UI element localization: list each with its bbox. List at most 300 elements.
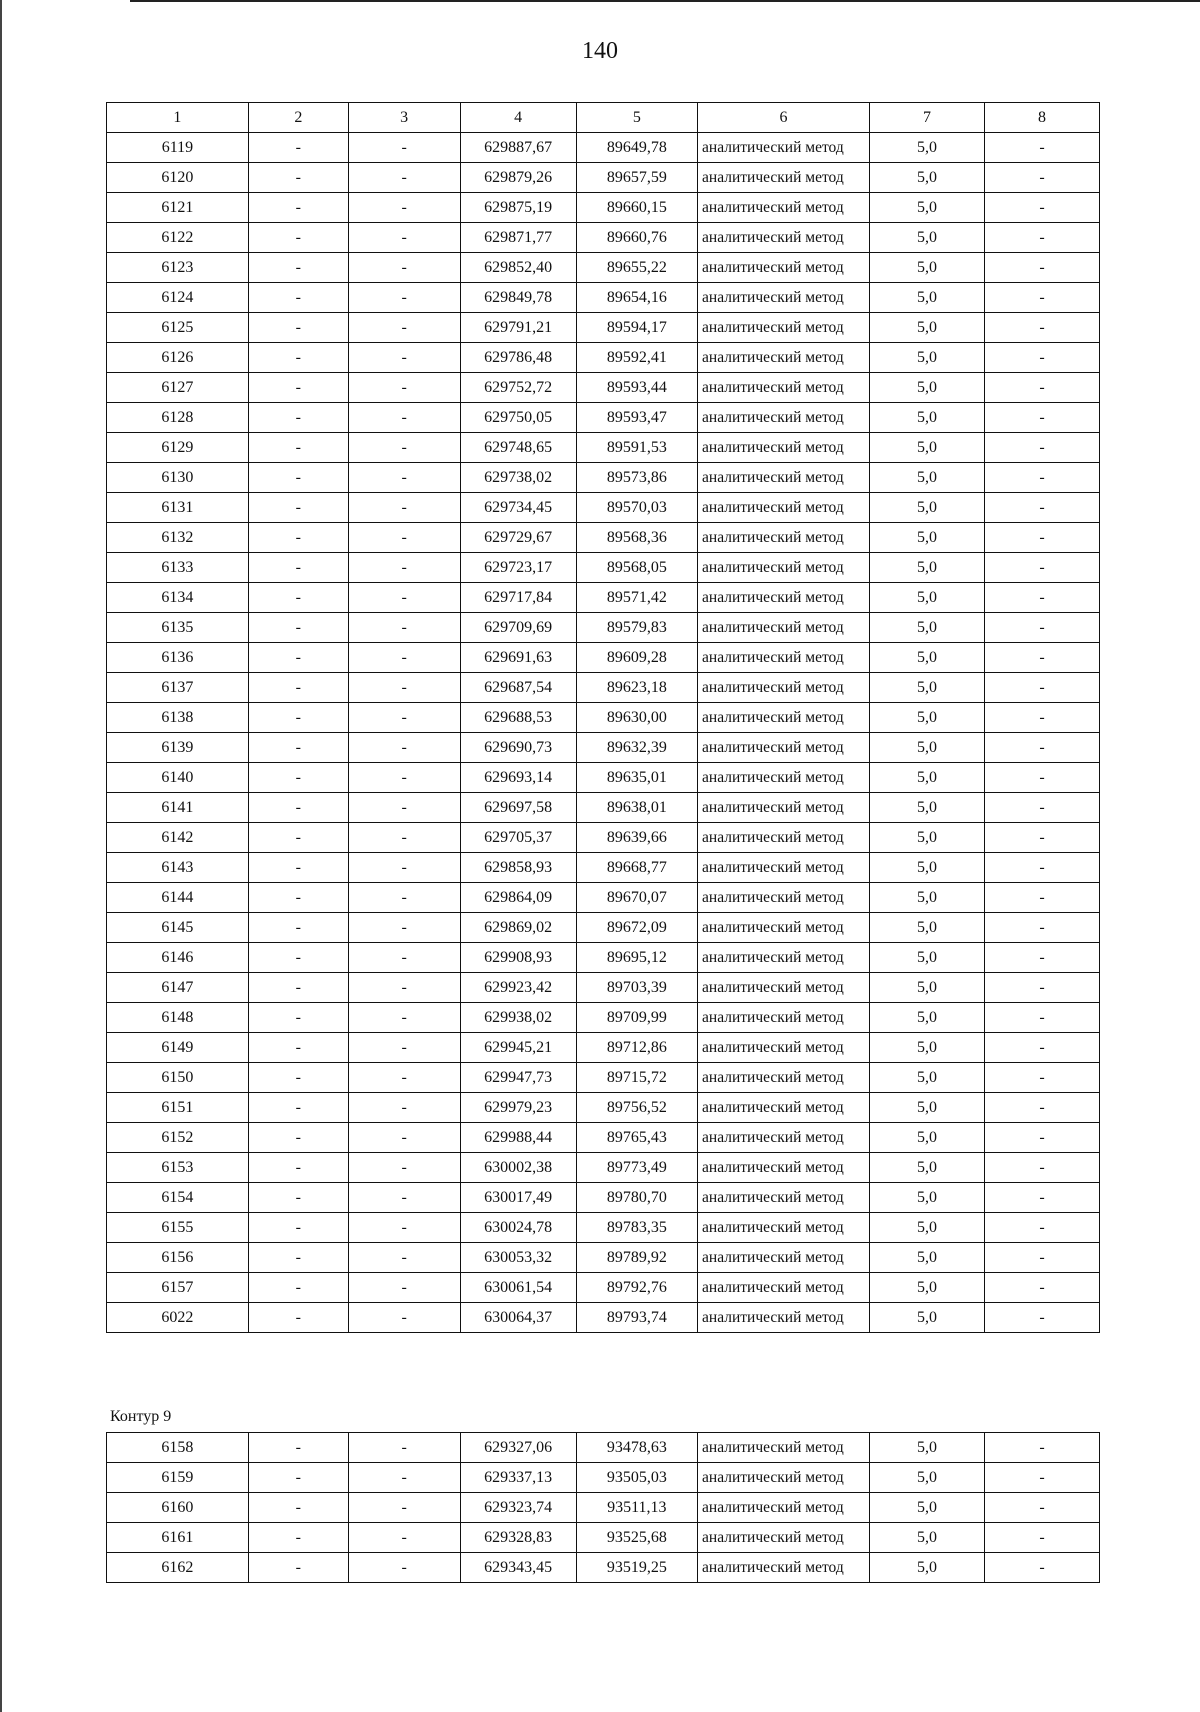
table-cell: - bbox=[348, 673, 460, 703]
table-cell: - bbox=[984, 763, 1099, 793]
table-cell: 93519,25 bbox=[576, 1553, 697, 1583]
table-cell: - bbox=[348, 283, 460, 313]
table-cell: аналитический метод bbox=[698, 1463, 870, 1493]
contour-table-body bbox=[107, 1433, 1100, 1583]
table-cell: - bbox=[348, 223, 460, 253]
table-cell: 89773,49 bbox=[576, 1153, 697, 1183]
table-cell: - bbox=[984, 883, 1099, 913]
table-cell: 5,0 bbox=[869, 673, 984, 703]
table-cell: 6145 bbox=[107, 913, 249, 943]
table-row bbox=[107, 1093, 1100, 1123]
table-cell: 6150 bbox=[107, 1063, 249, 1093]
table-cell: - bbox=[248, 613, 348, 643]
table-cell: - bbox=[984, 1123, 1099, 1153]
table-cell: 629738,02 bbox=[460, 463, 576, 493]
table-row bbox=[107, 1213, 1100, 1243]
table-cell: - bbox=[348, 193, 460, 223]
table-cell: - bbox=[248, 373, 348, 403]
table-cell: 5,0 bbox=[869, 943, 984, 973]
table-cell: 5,0 bbox=[869, 1123, 984, 1153]
table-cell: аналитический метод bbox=[698, 1003, 870, 1033]
table-row bbox=[107, 853, 1100, 883]
table-cell: - bbox=[248, 703, 348, 733]
table-cell: - bbox=[984, 553, 1099, 583]
table-cell: - bbox=[984, 973, 1099, 1003]
table-cell: 5,0 bbox=[869, 193, 984, 223]
table-cell: 5,0 bbox=[869, 1243, 984, 1273]
table-cell: 629709,69 bbox=[460, 613, 576, 643]
table-cell: 6135 bbox=[107, 613, 249, 643]
table-row bbox=[107, 493, 1100, 523]
table-row bbox=[107, 1273, 1100, 1303]
table-cell: - bbox=[248, 553, 348, 583]
table-cell: 89657,59 bbox=[576, 163, 697, 193]
table-cell: - bbox=[348, 1213, 460, 1243]
table-cell: 629690,73 bbox=[460, 733, 576, 763]
table-cell: 5,0 bbox=[869, 583, 984, 613]
header-cell: 3 bbox=[348, 103, 460, 133]
table-cell: - bbox=[248, 1493, 348, 1523]
table-cell: - bbox=[984, 1243, 1099, 1273]
table-cell: 629988,44 bbox=[460, 1123, 576, 1153]
table-cell: - bbox=[248, 673, 348, 703]
header-cell: 2 bbox=[248, 103, 348, 133]
table-cell: аналитический метод bbox=[698, 193, 870, 223]
table-cell: 5,0 bbox=[869, 463, 984, 493]
table-row bbox=[107, 913, 1100, 943]
table-cell: 89695,12 bbox=[576, 943, 697, 973]
table-cell: - bbox=[984, 1183, 1099, 1213]
table-cell: 5,0 bbox=[869, 793, 984, 823]
table-cell: 89592,41 bbox=[576, 343, 697, 373]
table-cell: 89792,76 bbox=[576, 1273, 697, 1303]
table-cell: 89609,28 bbox=[576, 643, 697, 673]
table-cell: аналитический метод bbox=[698, 823, 870, 853]
table-cell: 5,0 bbox=[869, 763, 984, 793]
table-cell: - bbox=[348, 763, 460, 793]
table-cell: аналитический метод bbox=[698, 163, 870, 193]
table-cell: - bbox=[984, 1303, 1099, 1333]
header-cell: 1 bbox=[107, 103, 249, 133]
table-cell: 5,0 bbox=[869, 913, 984, 943]
table-cell: 6152 bbox=[107, 1123, 249, 1153]
table-row bbox=[107, 1463, 1100, 1493]
table-cell: 6159 bbox=[107, 1463, 249, 1493]
table-cell: 89593,44 bbox=[576, 373, 697, 403]
table-cell: 629750,05 bbox=[460, 403, 576, 433]
table-cell: 629328,83 bbox=[460, 1523, 576, 1553]
table-cell: - bbox=[348, 643, 460, 673]
table-cell: 6157 bbox=[107, 1273, 249, 1303]
table-cell: 6140 bbox=[107, 763, 249, 793]
table-cell: - bbox=[984, 523, 1099, 553]
table-cell: - bbox=[984, 1493, 1099, 1523]
table-cell: 630017,49 bbox=[460, 1183, 576, 1213]
table-row bbox=[107, 1003, 1100, 1033]
table-cell: 93478,63 bbox=[576, 1433, 697, 1463]
table-cell: - bbox=[248, 1153, 348, 1183]
table-cell: 629979,23 bbox=[460, 1093, 576, 1123]
table-cell: - bbox=[984, 373, 1099, 403]
table-cell: - bbox=[984, 163, 1099, 193]
table-body bbox=[107, 133, 1100, 1333]
table-cell: 6155 bbox=[107, 1213, 249, 1243]
table-cell: 6120 bbox=[107, 163, 249, 193]
table-cell: 629938,02 bbox=[460, 1003, 576, 1033]
table-cell: аналитический метод bbox=[698, 223, 870, 253]
table-cell: 5,0 bbox=[869, 313, 984, 343]
table-cell: 5,0 bbox=[869, 1153, 984, 1183]
table-cell: 629327,06 bbox=[460, 1433, 576, 1463]
table-cell: 6149 bbox=[107, 1033, 249, 1063]
table-cell: аналитический метод bbox=[698, 133, 870, 163]
table-row bbox=[107, 1153, 1100, 1183]
table-cell: аналитический метод bbox=[698, 583, 870, 613]
table-cell: - bbox=[248, 253, 348, 283]
table-row bbox=[107, 1303, 1100, 1333]
table-cell: - bbox=[348, 1093, 460, 1123]
table-row bbox=[107, 793, 1100, 823]
table-cell: аналитический метод bbox=[698, 253, 870, 283]
header-cell: 8 bbox=[984, 103, 1099, 133]
table-cell: 89660,76 bbox=[576, 223, 697, 253]
table-cell: 6141 bbox=[107, 793, 249, 823]
table-cell: 629875,19 bbox=[460, 193, 576, 223]
table-cell: - bbox=[984, 673, 1099, 703]
table-cell: аналитический метод bbox=[698, 1063, 870, 1093]
table-cell: 6128 bbox=[107, 403, 249, 433]
table-cell: 6022 bbox=[107, 1303, 249, 1333]
header-cell: 5 bbox=[576, 103, 697, 133]
table-cell: аналитический метод bbox=[698, 793, 870, 823]
table-cell: - bbox=[248, 823, 348, 853]
table-cell: - bbox=[248, 643, 348, 673]
table-cell: 5,0 bbox=[869, 613, 984, 643]
table-cell: 629752,72 bbox=[460, 373, 576, 403]
table-row bbox=[107, 703, 1100, 733]
table-cell: 5,0 bbox=[869, 703, 984, 733]
table-cell: - bbox=[248, 1123, 348, 1153]
table-cell: 5,0 bbox=[869, 553, 984, 583]
table-cell: - bbox=[348, 1033, 460, 1063]
table-row bbox=[107, 823, 1100, 853]
table-row bbox=[107, 463, 1100, 493]
table-cell: 6131 bbox=[107, 493, 249, 523]
table-cell: - bbox=[984, 493, 1099, 523]
table-cell: 93505,03 bbox=[576, 1463, 697, 1493]
table-row bbox=[107, 643, 1100, 673]
table-cell: - bbox=[248, 853, 348, 883]
table-cell: 629864,09 bbox=[460, 883, 576, 913]
table-cell: - bbox=[248, 1003, 348, 1033]
table-cell: - bbox=[348, 1553, 460, 1583]
table-cell: 6161 bbox=[107, 1523, 249, 1553]
table-cell: - bbox=[348, 823, 460, 853]
table-cell: 5,0 bbox=[869, 1213, 984, 1243]
table-cell: 6122 bbox=[107, 223, 249, 253]
table-cell: - bbox=[248, 1093, 348, 1123]
table-cell: 89594,17 bbox=[576, 313, 697, 343]
table-cell: аналитический метод bbox=[698, 1093, 870, 1123]
table-cell: - bbox=[984, 1093, 1099, 1123]
table-cell: - bbox=[248, 733, 348, 763]
table-cell: аналитический метод bbox=[698, 643, 870, 673]
table-cell: 6158 bbox=[107, 1433, 249, 1463]
table-cell: аналитический метод bbox=[698, 1303, 870, 1333]
scan-edge-top bbox=[130, 0, 1200, 2]
table-cell: 6121 bbox=[107, 193, 249, 223]
table-row bbox=[107, 1493, 1100, 1523]
table-cell: 89765,43 bbox=[576, 1123, 697, 1153]
table-cell: - bbox=[348, 883, 460, 913]
table-cell: аналитический метод bbox=[698, 1553, 870, 1583]
table-cell: 89654,16 bbox=[576, 283, 697, 313]
table-cell: 6127 bbox=[107, 373, 249, 403]
table-cell: - bbox=[984, 643, 1099, 673]
table-cell: 5,0 bbox=[869, 1003, 984, 1033]
table-cell: - bbox=[348, 1123, 460, 1153]
header-cell: 7 bbox=[869, 103, 984, 133]
table-cell: 89573,86 bbox=[576, 463, 697, 493]
table-cell: 630064,37 bbox=[460, 1303, 576, 1333]
table-row bbox=[107, 613, 1100, 643]
table-cell: аналитический метод bbox=[698, 1433, 870, 1463]
table-cell: - bbox=[248, 883, 348, 913]
table-cell: 6162 bbox=[107, 1553, 249, 1583]
table-cell: - bbox=[348, 1463, 460, 1493]
table-cell: 5,0 bbox=[869, 433, 984, 463]
table-cell: - bbox=[348, 1243, 460, 1273]
table-cell: 629879,26 bbox=[460, 163, 576, 193]
table-cell: 6138 bbox=[107, 703, 249, 733]
table-cell: аналитический метод bbox=[698, 463, 870, 493]
table-row bbox=[107, 403, 1100, 433]
table-cell: аналитический метод bbox=[698, 913, 870, 943]
table-cell: 5,0 bbox=[869, 133, 984, 163]
scan-edge-left bbox=[0, 0, 2, 1712]
table-row bbox=[107, 163, 1100, 193]
table-cell: аналитический метод bbox=[698, 283, 870, 313]
table-cell: 629337,13 bbox=[460, 1463, 576, 1493]
table-cell: - bbox=[348, 133, 460, 163]
table-cell: 89756,52 bbox=[576, 1093, 697, 1123]
table-cell: 629717,84 bbox=[460, 583, 576, 613]
table-cell: - bbox=[248, 763, 348, 793]
table-cell: 5,0 bbox=[869, 283, 984, 313]
table-cell: 6133 bbox=[107, 553, 249, 583]
table-cell: 629697,58 bbox=[460, 793, 576, 823]
table-cell: - bbox=[248, 1063, 348, 1093]
table-cell: - bbox=[984, 583, 1099, 613]
table-cell: аналитический метод bbox=[698, 1273, 870, 1303]
table-cell: 5,0 bbox=[869, 1553, 984, 1583]
table-cell: 5,0 bbox=[869, 1493, 984, 1523]
table-cell: - bbox=[348, 523, 460, 553]
table-cell: - bbox=[348, 463, 460, 493]
table-cell: 629693,14 bbox=[460, 763, 576, 793]
table-row bbox=[107, 193, 1100, 223]
table-cell: 89712,86 bbox=[576, 1033, 697, 1063]
table-cell: 6143 bbox=[107, 853, 249, 883]
table-cell: 89623,18 bbox=[576, 673, 697, 703]
table-row bbox=[107, 373, 1100, 403]
table-cell: 629791,21 bbox=[460, 313, 576, 343]
table-cell: 629688,53 bbox=[460, 703, 576, 733]
table-cell: 5,0 bbox=[869, 1463, 984, 1493]
table-cell: - bbox=[348, 793, 460, 823]
table-cell: 629923,42 bbox=[460, 973, 576, 1003]
table-cell: 89570,03 bbox=[576, 493, 697, 523]
table-cell: 89649,78 bbox=[576, 133, 697, 163]
table-cell: аналитический метод bbox=[698, 1243, 870, 1273]
table-cell: 6147 bbox=[107, 973, 249, 1003]
table-cell: 89709,99 bbox=[576, 1003, 697, 1033]
header-cell: 6 bbox=[698, 103, 870, 133]
table-cell: 5,0 bbox=[869, 493, 984, 523]
table-cell: 6126 bbox=[107, 343, 249, 373]
table-cell: 89703,39 bbox=[576, 973, 697, 1003]
table-cell: аналитический метод bbox=[698, 1033, 870, 1063]
table-cell: аналитический метод bbox=[698, 1183, 870, 1213]
table-cell: 5,0 bbox=[869, 883, 984, 913]
table-cell: - bbox=[348, 1063, 460, 1093]
table-cell: - bbox=[248, 1243, 348, 1273]
table-cell: - bbox=[348, 493, 460, 523]
table-cell: 89660,15 bbox=[576, 193, 697, 223]
table-cell: - bbox=[248, 223, 348, 253]
table-cell: 6134 bbox=[107, 583, 249, 613]
table-cell: 629945,21 bbox=[460, 1033, 576, 1063]
header-cell: 4 bbox=[460, 103, 576, 133]
table-cell: - bbox=[348, 583, 460, 613]
table-cell: - bbox=[248, 193, 348, 223]
table-cell: - bbox=[348, 433, 460, 463]
table-cell: 89639,66 bbox=[576, 823, 697, 853]
table-cell: 629947,73 bbox=[460, 1063, 576, 1093]
table-cell: - bbox=[984, 943, 1099, 973]
table-cell: - bbox=[248, 913, 348, 943]
table-cell: - bbox=[248, 1433, 348, 1463]
table-cell: 629849,78 bbox=[460, 283, 576, 313]
table-cell: аналитический метод bbox=[698, 1213, 870, 1243]
table-cell: 6139 bbox=[107, 733, 249, 763]
table-cell: - bbox=[248, 1303, 348, 1333]
table-row bbox=[107, 733, 1100, 763]
table-cell: - bbox=[348, 1183, 460, 1213]
table-row bbox=[107, 1243, 1100, 1273]
table-cell: аналитический метод bbox=[698, 403, 870, 433]
table-cell: 629786,48 bbox=[460, 343, 576, 373]
table-cell: аналитический метод bbox=[698, 973, 870, 1003]
table-cell: 629858,93 bbox=[460, 853, 576, 883]
table-cell: - bbox=[984, 1463, 1099, 1493]
table-cell: - bbox=[348, 973, 460, 1003]
table-cell: 629343,45 bbox=[460, 1553, 576, 1583]
table-cell: 5,0 bbox=[869, 253, 984, 283]
table-row bbox=[107, 1183, 1100, 1213]
table-cell: 89789,92 bbox=[576, 1243, 697, 1273]
table-cell: - bbox=[984, 1063, 1099, 1093]
table-cell: - bbox=[348, 1303, 460, 1333]
table-cell: - bbox=[248, 943, 348, 973]
table-cell: 5,0 bbox=[869, 1183, 984, 1213]
table-cell: - bbox=[984, 1523, 1099, 1553]
table-cell: 5,0 bbox=[869, 163, 984, 193]
table-cell: 89780,70 bbox=[576, 1183, 697, 1213]
table-cell: 6148 bbox=[107, 1003, 249, 1033]
table-cell: аналитический метод bbox=[698, 373, 870, 403]
table-cell: - bbox=[348, 163, 460, 193]
table-cell: - bbox=[348, 1433, 460, 1463]
table-row bbox=[107, 673, 1100, 703]
table-cell: 89630,00 bbox=[576, 703, 697, 733]
table-cell: - bbox=[348, 1003, 460, 1033]
table-cell: 5,0 bbox=[869, 1433, 984, 1463]
table-cell: - bbox=[248, 1463, 348, 1493]
table-cell: 6136 bbox=[107, 643, 249, 673]
table-cell: - bbox=[248, 523, 348, 553]
table-cell: 5,0 bbox=[869, 523, 984, 553]
table-cell: 5,0 bbox=[869, 823, 984, 853]
table-cell: 5,0 bbox=[869, 343, 984, 373]
page-number: 140 bbox=[582, 38, 618, 64]
table-cell: 5,0 bbox=[869, 1093, 984, 1123]
table-cell: 6154 bbox=[107, 1183, 249, 1213]
table-cell: 89670,07 bbox=[576, 883, 697, 913]
table-cell: - bbox=[984, 793, 1099, 823]
table-cell: 629729,67 bbox=[460, 523, 576, 553]
table-cell: аналитический метод bbox=[698, 1153, 870, 1183]
table-cell: 5,0 bbox=[869, 223, 984, 253]
table-cell: аналитический метод bbox=[698, 1493, 870, 1523]
table-cell: 93525,68 bbox=[576, 1523, 697, 1553]
table-cell: 89783,35 bbox=[576, 1213, 697, 1243]
header-row bbox=[107, 103, 1100, 133]
table-cell: - bbox=[248, 313, 348, 343]
table-cell: аналитический метод bbox=[698, 883, 870, 913]
table-cell: 5,0 bbox=[869, 643, 984, 673]
table-cell: 6153 bbox=[107, 1153, 249, 1183]
table-cell: 89591,53 bbox=[576, 433, 697, 463]
table-cell: - bbox=[248, 283, 348, 313]
table-row bbox=[107, 313, 1100, 343]
contour-table bbox=[106, 1432, 1100, 1583]
table-cell: 89715,72 bbox=[576, 1063, 697, 1093]
table-cell: 5,0 bbox=[869, 733, 984, 763]
table-cell: 6125 bbox=[107, 313, 249, 343]
table-cell: 6130 bbox=[107, 463, 249, 493]
table-cell: 629887,67 bbox=[460, 133, 576, 163]
table-cell: - bbox=[248, 1183, 348, 1213]
table-cell: - bbox=[248, 463, 348, 493]
table-cell: - bbox=[984, 193, 1099, 223]
table-cell: аналитический метод bbox=[698, 523, 870, 553]
table-cell: - bbox=[984, 223, 1099, 253]
table-cell: - bbox=[984, 133, 1099, 163]
table-cell: - bbox=[984, 1003, 1099, 1033]
table-cell: - bbox=[348, 913, 460, 943]
table-cell: 5,0 bbox=[869, 1063, 984, 1093]
table-cell: аналитический метод bbox=[698, 853, 870, 883]
table-row bbox=[107, 523, 1100, 553]
table-cell: 89571,42 bbox=[576, 583, 697, 613]
table-cell: - bbox=[348, 613, 460, 643]
table-cell: 6129 bbox=[107, 433, 249, 463]
table-cell: 89593,47 bbox=[576, 403, 697, 433]
table-cell: 630053,32 bbox=[460, 1243, 576, 1273]
table-cell: аналитический метод bbox=[698, 733, 870, 763]
table-cell: - bbox=[248, 1033, 348, 1063]
